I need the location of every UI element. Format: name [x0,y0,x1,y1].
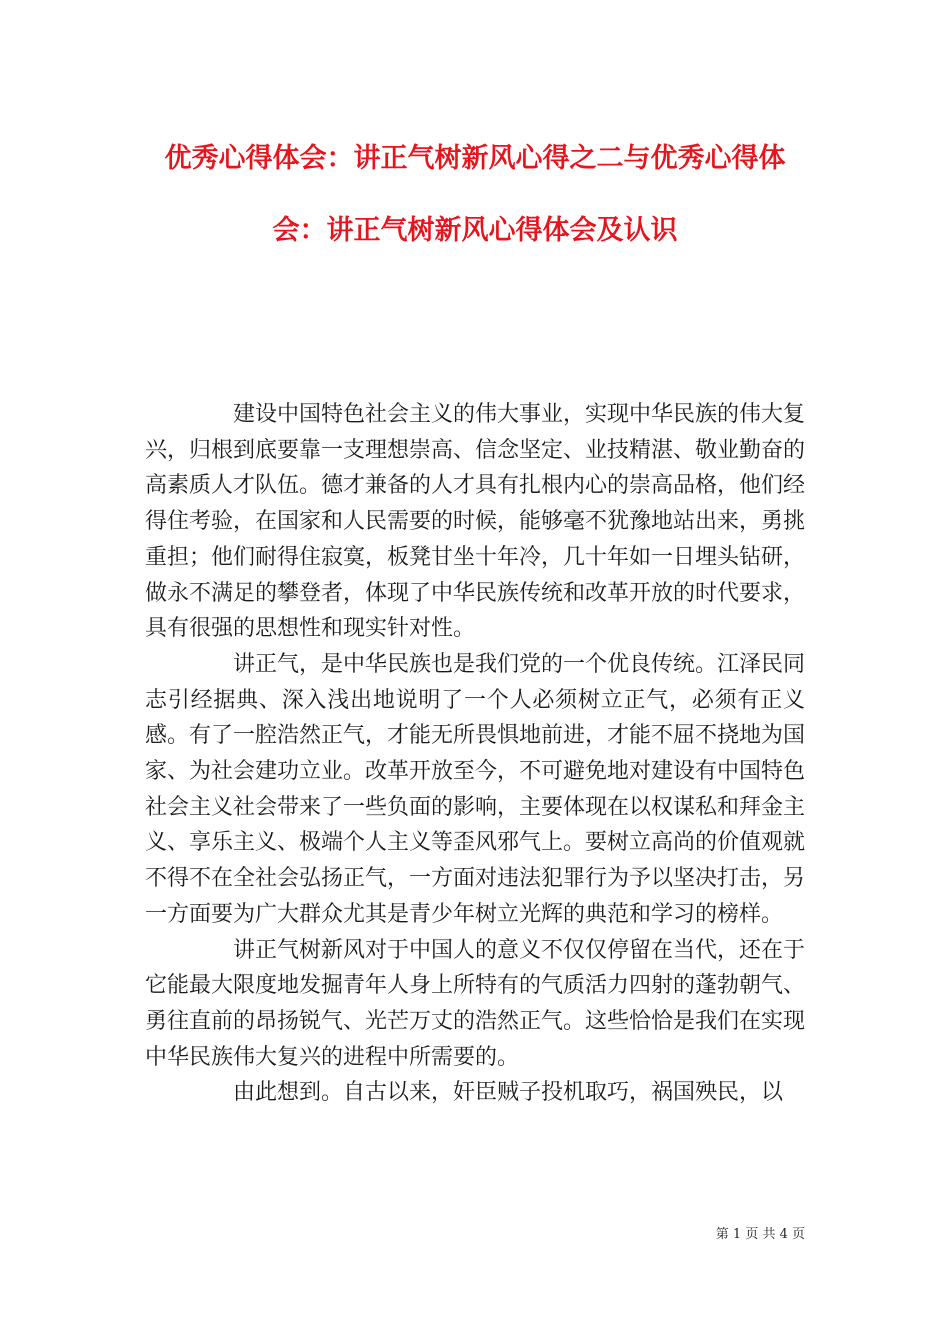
paragraph-1: 建设中国特色社会主义的伟大事业，实现中华民族的伟大复兴，归根到底要靠一支理想崇高、信念坚定、业技精湛、敬业勤奋的高素质人才队伍。德才兼备的人才具有扎根内心的崇高品格，他们经得住考验，在国家和人民需要的时候，能够毫不犹豫地站出来，勇挑重担；他们耐得住寂寞，板凳甘坐十年冷，几十年如一日埋头钻研，做永不满足的攀登者，体现了中华民族传统和改革开放的时代要求，具有很强的思想性和现实针对性。 [145,402,806,642]
page-number-footer: 第 1 页 共 4 页 [715,1227,805,1242]
paragraph-2: 讲正气，是中华民族也是我们党的一个优良传统。江泽民同志引经据典、深入浅出地说明了一个人必须树立正气，必须有正义感。有了一腔浩然正气，才能无所畏惧地前进，才能不屈不挠地为国家、为社会建功立业。改革开放至今，不可避免地对建设有中国特色社会主义社会带来了一些负面的影响，主要体现在以权谋私和拜金主义、享乐主义、极端个人主义等歪风邪气上。要树立高尚的价值观就不得不在全社会弘扬正气，一方面对违法犯罪行为予以坚决打击，另一方面要为广大群众尤其是青少年树立光辉的典范和学习的榜样。 [145,651,806,927]
document-body [145,397,805,1111]
paragraph-4: 由此想到。自古以来，奸臣贼子投机取巧，祸国殃民，以 [233,1080,784,1106]
document-title-line-1: 优秀心得体会：讲正气树新风心得之二与优秀心得体 [164,143,786,174]
document-title-line-2: 会：讲正气树新风心得体会及认识 [272,215,678,246]
paragraph-3: 讲正气树新风对于中国人的意义不仅仅停留在当代，还在于它能最大限度地发掘青年人身上所特有的气质活力四射的蓬勃朝气、勇往直前的昂扬锐气、光芒万丈的浩然正气。这些恰恰是我们在实现中华民族伟大复兴的进程中所需要的。 [145,937,806,1070]
